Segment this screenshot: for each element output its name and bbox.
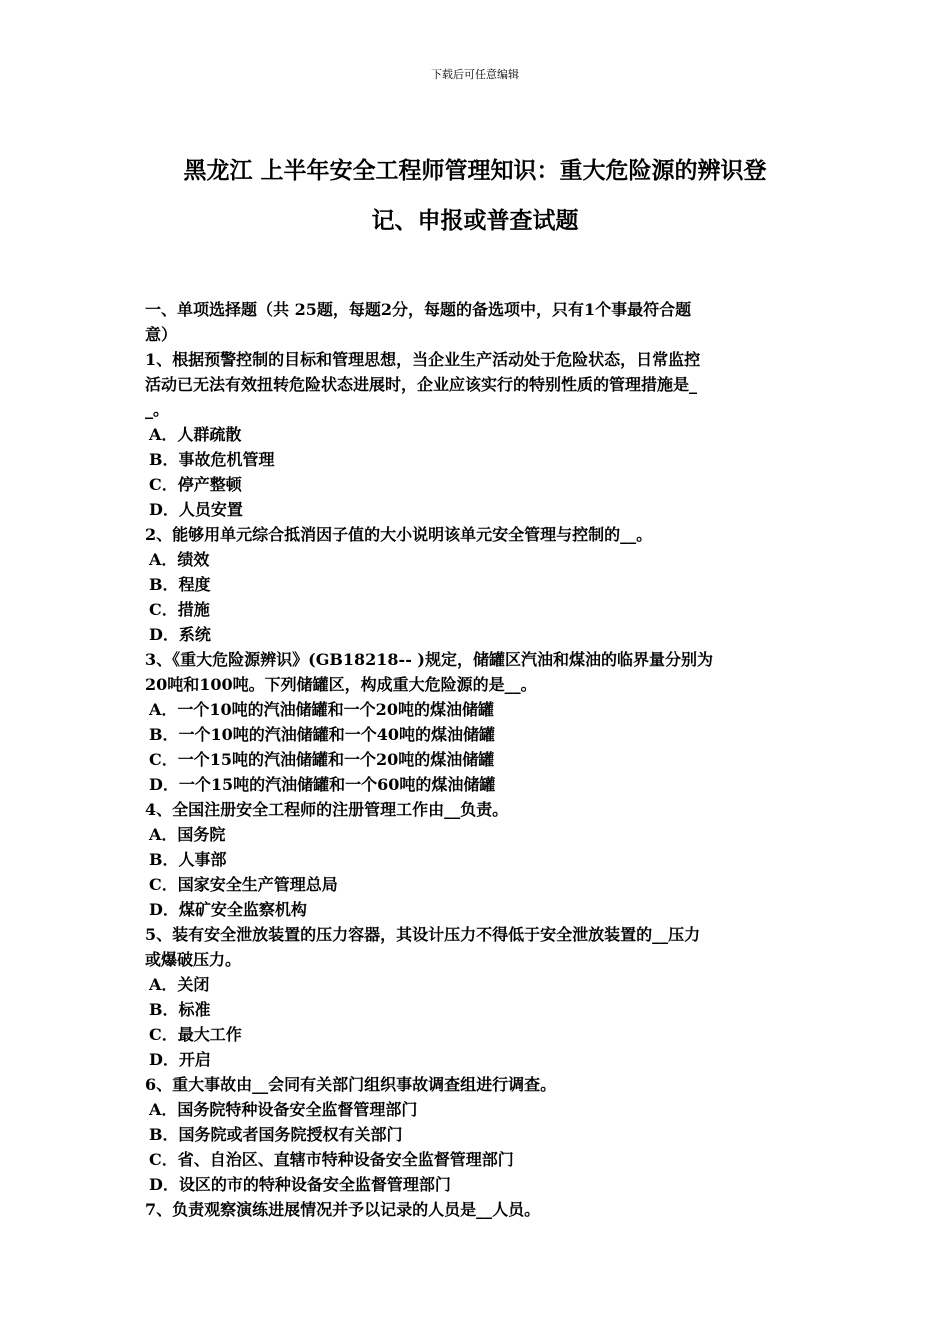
answer-option: A．一个10吨的汽油储罐和一个20吨的煤油储罐	[149, 700, 494, 719]
document-title	[120, 146, 830, 246]
answer-option: D．煤矿安全监察机构	[149, 900, 307, 919]
answer-option: B．程度	[149, 575, 211, 594]
title-line-2: 记、申报或普查试题	[371, 207, 579, 234]
question-text-line: 1、根据预警控制的目标和管理思想，当企业生产活动处于危险状态，日常监控	[145, 350, 701, 369]
question-3	[145, 647, 810, 797]
answer-option: B．事故危机管理	[149, 450, 275, 469]
question-text-line: 6、重大事故由__会同有关部门组织事故调查组进行调查。	[145, 1075, 557, 1094]
question-body	[145, 297, 810, 1222]
answer-option: C．一个15吨的汽油储罐和一个20吨的煤油储罐	[149, 750, 495, 769]
question-4	[145, 797, 810, 922]
answer-option: C．停产整顿	[149, 475, 242, 494]
answer-option: D．系统	[149, 625, 211, 644]
question-text-line: 4、全国注册安全工程师的注册管理工作由__负责。	[145, 800, 509, 819]
question-text-line: 2、能够用单元综合抵消因子值的大小说明该单元安全管理与控制的__。	[145, 525, 653, 544]
answer-option: B．标准	[149, 1000, 211, 1019]
answer-option: A．绩效	[149, 550, 210, 569]
answer-option: C．措施	[149, 600, 210, 619]
question-text-line: 或爆破压力。	[145, 950, 242, 969]
answer-option: C．最大工作	[149, 1025, 242, 1044]
question-7	[145, 1197, 810, 1222]
answer-option: B．国务院或者国务院授权有关部门	[149, 1125, 403, 1144]
answer-option: A．国务院特种设备安全监督管理部门	[149, 1100, 418, 1119]
question-text-line: _。	[145, 400, 170, 419]
question-2	[145, 522, 810, 647]
answer-option: C．省、自治区、直辖市特种设备安全监督管理部门	[149, 1150, 514, 1169]
question-text-line: 活动已无法有效扭转危险状态进展时，企业应该实行的特别性质的管理措施是_	[145, 375, 698, 394]
section-heading-line-2: 意）	[145, 325, 178, 344]
section-heading-line-1: 一、单项选择题（共 25题，每题2分，每题的备选项中，只有1个事最符合题	[145, 300, 692, 319]
answer-option: B．一个10吨的汽油储罐和一个40吨的煤油储罐	[149, 725, 496, 744]
question-6	[145, 1072, 810, 1197]
question-text-line: 7、负责观察演练进展情况并予以记录的人员是__人员。	[145, 1200, 541, 1219]
title-line-1: 黑龙江 上半年安全工程师管理知识：重大危险源的辨识登	[183, 157, 767, 184]
answer-option: D．设区的市的特种设备安全监督管理部门	[149, 1175, 451, 1194]
question-text-line: 20吨和100吨。下列储罐区，构成重大危险源的是__。	[145, 675, 537, 694]
answer-option: C．国家安全生产管理总局	[149, 875, 338, 894]
answer-option: A．人群疏散	[149, 425, 242, 444]
question-text-line: 3、《重大危险源辨识》(GB18218-- )规定，储罐区汽油和煤油的临界量分别为	[145, 650, 713, 669]
answer-option: D．一个15吨的汽油储罐和一个60吨的煤油储罐	[149, 775, 496, 794]
question-5	[145, 922, 810, 1072]
answer-option: D．开启	[149, 1050, 211, 1069]
question-list	[145, 347, 810, 1222]
question-1	[145, 347, 810, 522]
answer-option: A．国务院	[149, 825, 226, 844]
header-note: 下载后可任意编辑	[431, 68, 519, 81]
answer-option: D．人员安置	[149, 500, 243, 519]
answer-option: A．关闭	[149, 975, 210, 994]
answer-option: B．人事部	[149, 850, 227, 869]
question-text-line: 5、装有安全泄放装置的压力容器，其设计压力不得低于安全泄放装置的__压力	[145, 925, 701, 944]
